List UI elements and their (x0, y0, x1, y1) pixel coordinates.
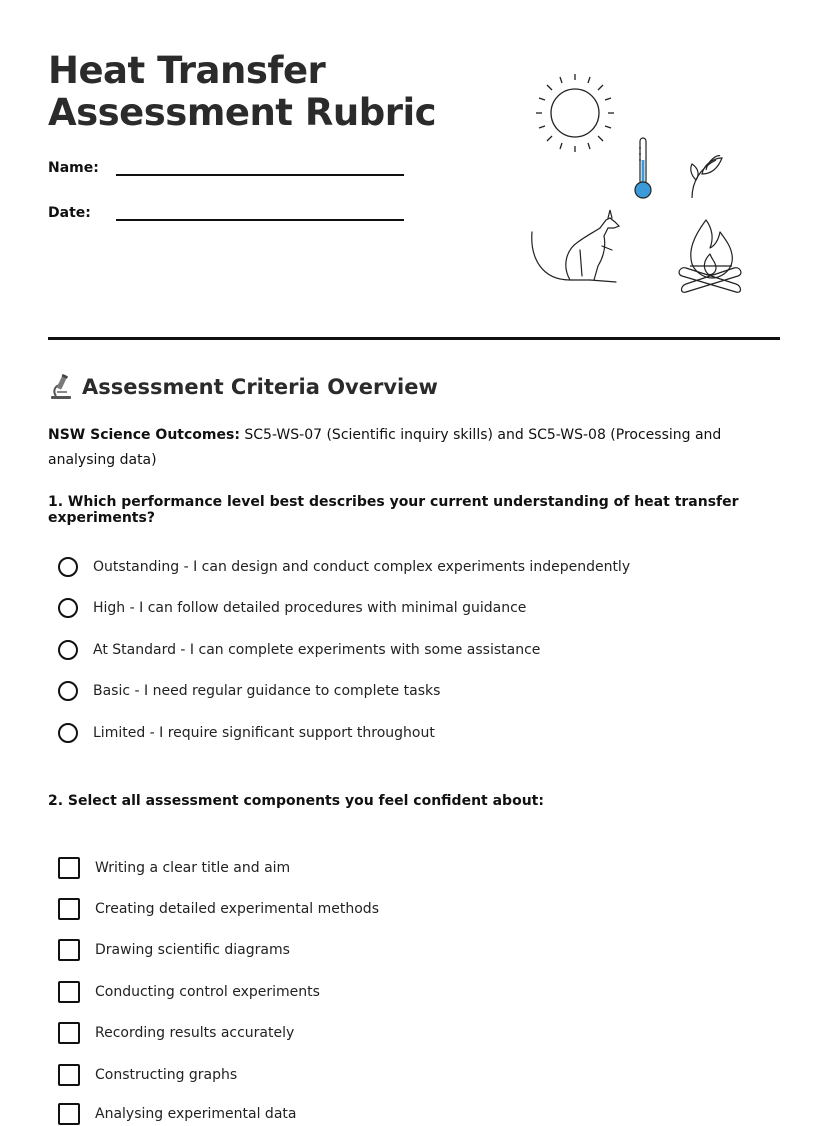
microscope-icon (48, 374, 74, 400)
checkbox[interactable] (58, 857, 80, 879)
checkbox-option[interactable] (58, 1063, 237, 1087)
title-line-2: Assessment Rubric (48, 91, 437, 134)
checkbox-label: Conducting control experiments (95, 984, 320, 1000)
section-title: Assessment Criteria Overview (82, 375, 438, 399)
radio-option[interactable] (58, 555, 630, 579)
name-label: Name: (48, 160, 99, 176)
radio-button[interactable] (58, 723, 78, 743)
outcomes-label: NSW Science Outcomes: (48, 427, 240, 443)
checkbox-option[interactable] (58, 1102, 296, 1126)
title-line-1: Heat Transfer (48, 49, 326, 92)
checkbox-option[interactable] (58, 980, 320, 1004)
checkbox-label: Drawing scientific diagrams (95, 942, 290, 958)
page-title (48, 50, 436, 134)
date-line[interactable] (116, 207, 404, 221)
checkbox[interactable] (58, 1064, 80, 1086)
outcomes-text (48, 423, 788, 473)
radio-option[interactable] (58, 721, 435, 745)
radio-label: At Standard - I can complete experiments with some assistance (93, 642, 541, 658)
checkbox-label: Constructing graphs (95, 1067, 238, 1083)
checkbox-option[interactable] (58, 938, 290, 962)
radio-button[interactable] (58, 640, 78, 660)
heat-illustration (520, 70, 760, 302)
checkbox[interactable] (58, 981, 80, 1003)
section-header (48, 374, 438, 400)
header-divider (48, 337, 780, 340)
checkbox-label: Creating detailed experimental methods (95, 901, 379, 917)
leaf-icon (691, 156, 722, 198)
checkbox-label: Analysing experimental data (95, 1106, 297, 1122)
checkbox-option[interactable] (58, 1021, 294, 1045)
question-1: 1. Which performance level best describes your current understanding of heat transfer experiments? (48, 494, 739, 526)
checkbox-option[interactable] (58, 856, 290, 880)
question-2: 2. Select all assessment components you feel confident about: (48, 793, 544, 809)
name-field[interactable] (48, 160, 404, 176)
radio-button[interactable] (58, 681, 78, 701)
date-label: Date: (48, 205, 91, 221)
date-field[interactable] (48, 205, 404, 221)
radio-option[interactable] (58, 638, 540, 662)
sun-icon (536, 74, 614, 152)
radio-label: Outstanding - I can design and conduct complex experiments independently (93, 559, 631, 575)
checkbox[interactable] (58, 898, 80, 920)
radio-button[interactable] (58, 598, 78, 618)
radio-label: Limited - I require significant support throughout (93, 725, 435, 741)
outcomes-codes: SC5-WS-07 (Scientific inquiry skills) and SC5-WS-08 (Processing and analysing data) (48, 427, 722, 468)
radio-label: Basic - I need regular guidance to complete tasks (93, 683, 441, 699)
radio-button[interactable] (58, 557, 78, 577)
campfire-icon (679, 220, 741, 292)
checkbox-option[interactable] (58, 897, 379, 921)
checkbox[interactable] (58, 1022, 80, 1044)
checkbox[interactable] (58, 939, 80, 961)
radio-label: High - I can follow detailed procedures with minimal guidance (93, 600, 527, 616)
checkbox-label: Writing a clear title and aim (95, 860, 291, 876)
checkbox-label: Recording results accurately (95, 1025, 295, 1041)
name-line[interactable] (116, 162, 404, 176)
radio-option[interactable] (58, 596, 526, 620)
radio-option[interactable] (58, 679, 440, 703)
thermometer-icon (635, 138, 651, 198)
kangaroo-icon (532, 210, 619, 282)
checkbox[interactable] (58, 1103, 80, 1125)
